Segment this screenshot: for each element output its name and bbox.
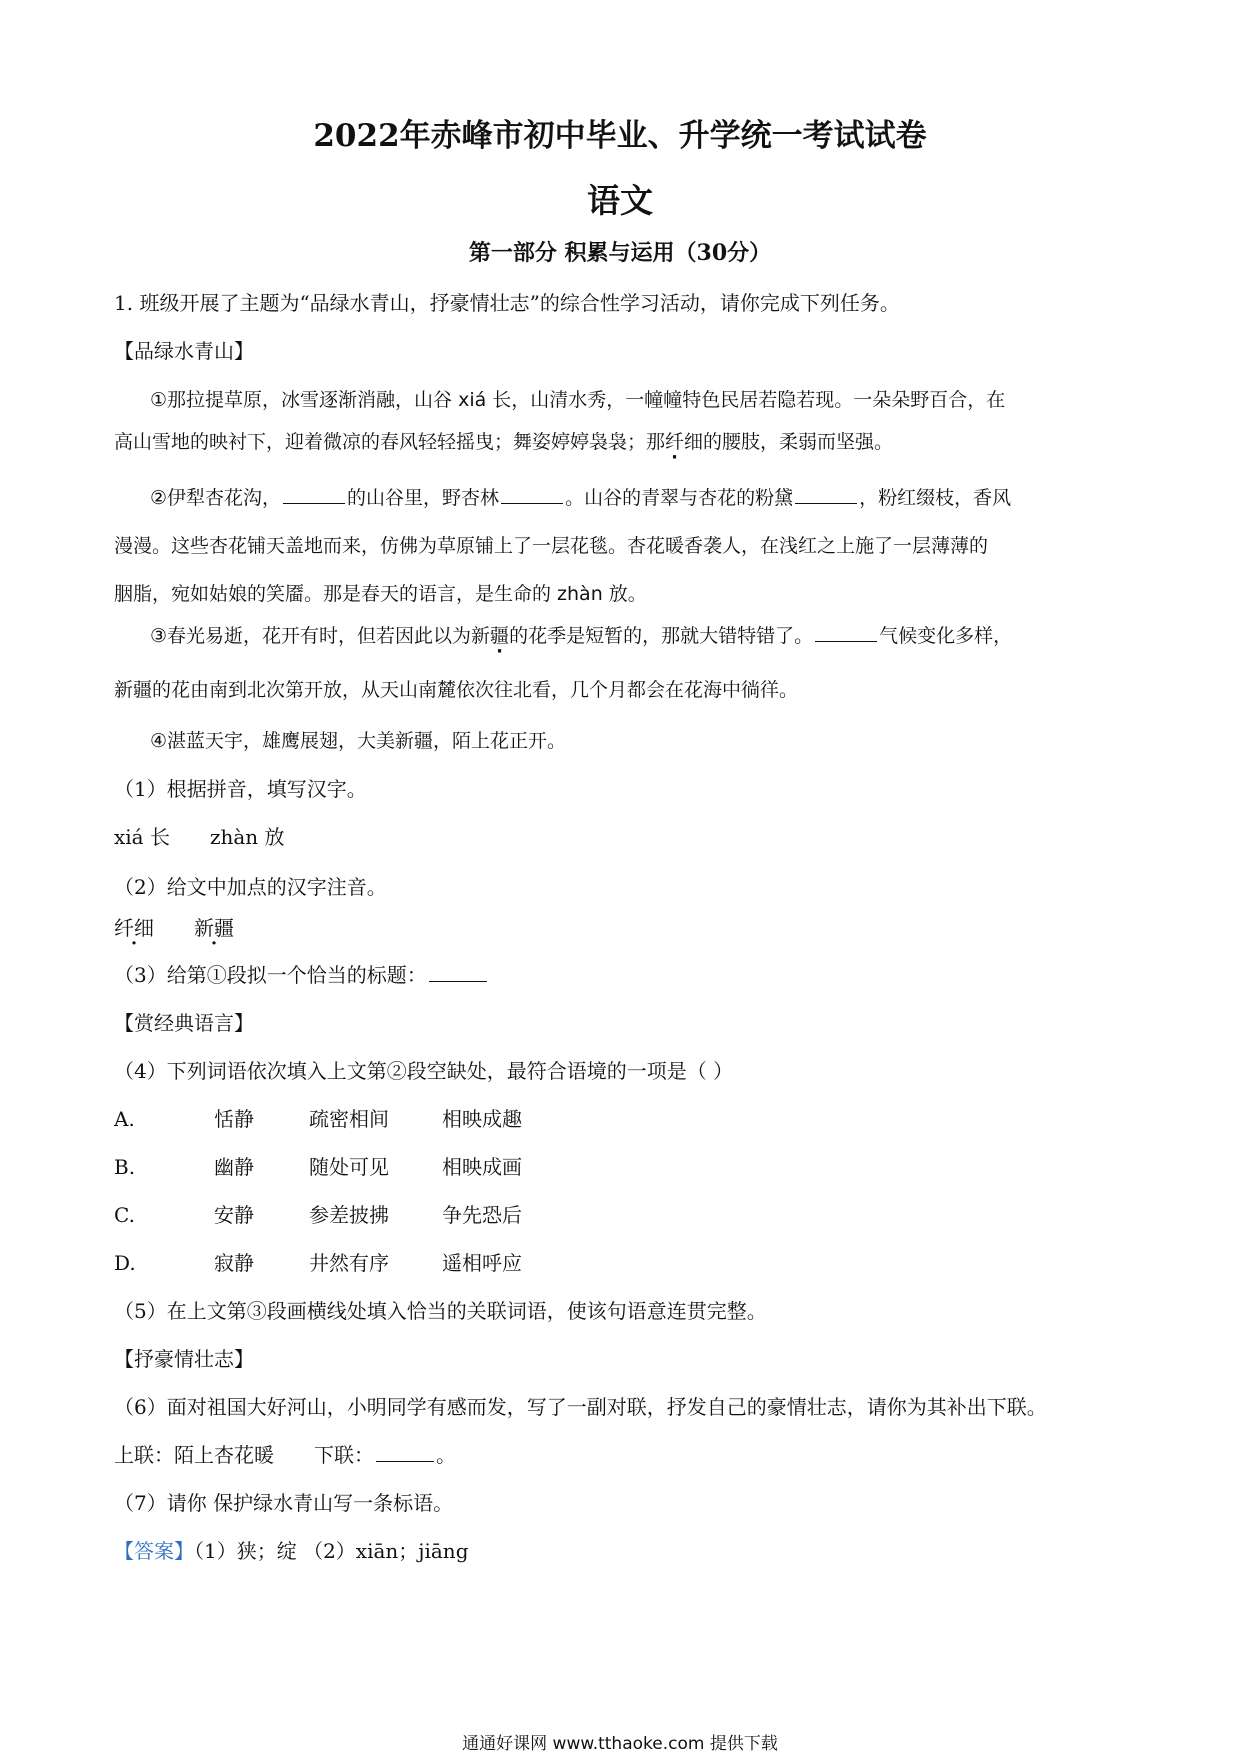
sub-question-4: （4）下列词语依次填入上文第②段空缺处，最符合语境的一项是（ ） [114, 1059, 734, 1083]
exam-title: 2022年赤峰市初中毕业、升学统一考试试卷 [313, 118, 927, 154]
option-b: B. 幽静 随处可见 相映成画 [114, 1155, 522, 1179]
passage-paragraph-1-line-2: 高山雪地的映衬下，迎着微凉的春风轻轻摇曳；舞姿婷婷袅袅；那纤细的腰肢，柔弱而坚强。 [114, 428, 893, 456]
sub-question-3: （3）给第①段拟一个恰当的标题： [114, 961, 489, 989]
footer-source: 通通好课网 www.tthaoke.com 提供下载 [462, 1734, 778, 1754]
subject-title: 语文 [587, 181, 653, 220]
sub-question-2-items: 纤细 新疆 [114, 916, 234, 940]
answer-text: （1）狭；绽 （2）xiān；jiāng [194, 1539, 469, 1563]
option-a: A. 恬静 疏密相间 相映成趣 [114, 1107, 522, 1131]
passage-paragraph-2-line-1: ②伊犁杏花沟， 的山谷里，野杏林 。山谷的青翠与杏花的粉黛 ，粉红缀枝，香风 [150, 487, 1012, 509]
answer-line [114, 1537, 469, 1565]
passage-paragraph-3-line-2: 新疆的花由南到北次第开放，从天山南麓依次往北看，几个月都会在花海中徜徉。 [114, 679, 799, 701]
question-stem: 1. 班级开展了主题为“品绿水青山，抒豪情壮志”的综合性学习活动，请你完成下列任务。 [114, 291, 900, 315]
section-heading-ambition: 【抒豪情壮志】 [114, 1347, 254, 1371]
blank-2 [501, 485, 563, 504]
sub-question-6: （6）面对祖国大好河山，小明同学有感而发，写了一副对联，抒发自己的豪情壮志，请你为其补出下联。 [114, 1395, 1047, 1419]
section-heading-classic-language: 【赏经典语言】 [114, 1011, 254, 1035]
passage-paragraph-2-line-2: 漫漫。这些杏花铺天盖地而来，仿佛为草原铺上了一层花毯。杏花暖香袭人，在浅红之上施了一层薄薄的 [114, 535, 989, 557]
blank-3 [795, 485, 857, 504]
sub-question-1-items: xiá 长 zhàn 放 [114, 825, 285, 849]
couplet-answer-blank [376, 1443, 434, 1462]
title-answer-blank [429, 963, 487, 982]
passage-paragraph-4: ④湛蓝天宇，雄鹰展翅，大美新疆，陌上花正开。 [150, 730, 567, 752]
blank-4 [815, 623, 877, 642]
dotted-char-xian: 纤 [665, 431, 685, 453]
passage-paragraph-1-line-1: ①那拉提草原，冰雪逐渐消融，山谷 xiá 长，山清水秀，一幢幢特色民居若隐若现。一朵朵野百合，在 [150, 389, 1006, 411]
dotted-char-jiang: 疆 [490, 625, 510, 647]
sub-question-2: （2）给文中加点的汉字注音。 [114, 875, 387, 899]
passage-paragraph-2-line-3: 胭脂，宛如姑娘的笑靥。那是春天的语言，是生命的 zhàn 放。 [114, 583, 647, 605]
answer-label: 【答案】 [114, 1539, 194, 1563]
part-title: 第一部分 积累与运用（30分） [468, 240, 772, 266]
sub-question-7: （7）请你 保护绿水青山写一条标语。 [114, 1491, 454, 1515]
sub-question-5: （5）在上文第③段画横线处填入恰当的关联词语，使该句语意连贯完整。 [114, 1299, 767, 1323]
couplet-line: 上联：陌上杏花暖 下联： 。 [114, 1443, 456, 1467]
section-heading-green-mountains: 【品绿水青山】 [114, 339, 254, 363]
option-d: D. 寂静 井然有序 遥相呼应 [114, 1251, 522, 1275]
option-c: C. 安静 参差披拂 争先恐后 [114, 1203, 522, 1227]
blank-1 [283, 485, 345, 504]
passage-paragraph-3-line-1: ③春光易逝，花开有时，但若因此以为新疆的花季是短暂的，那就大错特错了。 气候变化多样， [150, 622, 1012, 650]
sub-question-1: （1）根据拼音，填写汉字。 [114, 777, 367, 801]
